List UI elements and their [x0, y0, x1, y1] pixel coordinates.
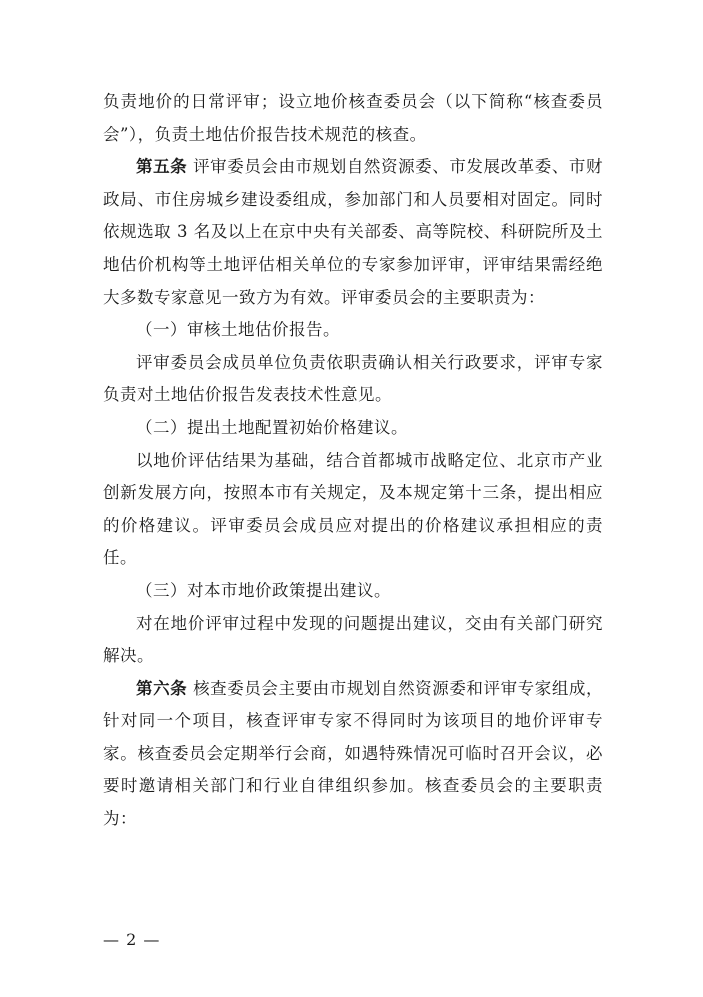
- paragraph-text: 核查委员会主要由市规划自然资源委和评审专家组成，针对同一个项目，核查评审专家不得同时为该项目的地价评审专家。核查委员会定期举行会商，如遇特殊情况可临时召开会议，必要时邀请相关部门和行业自律组织参加。核查委员会的主要职责为：: [103, 678, 603, 829]
- paragraph-article-5: [103, 151, 603, 314]
- paragraph-text: （二）提出土地配置初始价格建议。: [136, 417, 408, 437]
- paragraph-text: 负责地价的日常评审；设立地价核查委员会（以下简称“核查委员会”），负责土地估价报告技术规范的核查。: [103, 92, 603, 144]
- paragraph-text: 评审委员会由市规划自然资源委、市发展改革委、市财政局、市住房城乡建设委组成，参加部门和人员要相对固定。同时依规选取 3 名及以上在京中央有关部委、高等院校、科研院所及土地估价机构等土地评估相关单位的专家参加评审，评审结果需经绝大多数专家意见一致方为有效。评审委员会的主要职责为：: [103, 157, 603, 307]
- paragraph-text: 评审委员会成员单位负责依职责确认相关行政要求，评审专家负责对土地估价报告发表技术性意见。: [103, 352, 603, 405]
- paragraph-item-3: [103, 575, 603, 608]
- paragraph-item-2-detail: [103, 445, 603, 575]
- article-heading: 第五条: [136, 157, 188, 177]
- paragraph-item-2: [103, 412, 603, 445]
- paragraph-item-1: [103, 314, 603, 347]
- page-number: — 2 —: [103, 930, 161, 949]
- article-heading: 第六条: [136, 678, 188, 698]
- paragraph-item-3-detail: [103, 608, 603, 673]
- paragraph-continuation: [103, 86, 603, 151]
- document-body: [103, 86, 603, 836]
- paragraph-text: （一）审核土地估价报告。: [136, 320, 340, 340]
- paragraph-item-1-detail: [103, 347, 603, 412]
- paragraph-text: 以地价评估结果为基础，结合首都城市战略定位、北京市产业创新发展方向，按照本市有关规定，及本规定第十三条，提出相应的价格建议。评审委员会成员应对提出的价格建议承担相应的责任。: [103, 450, 603, 568]
- paragraph-text: （三）对本市地价政策提出建议。: [136, 580, 391, 600]
- paragraph-text: 对在地价评审过程中发现的问题提出建议，交由有关部门研究解决。: [103, 613, 603, 666]
- paragraph-article-6: [103, 673, 603, 836]
